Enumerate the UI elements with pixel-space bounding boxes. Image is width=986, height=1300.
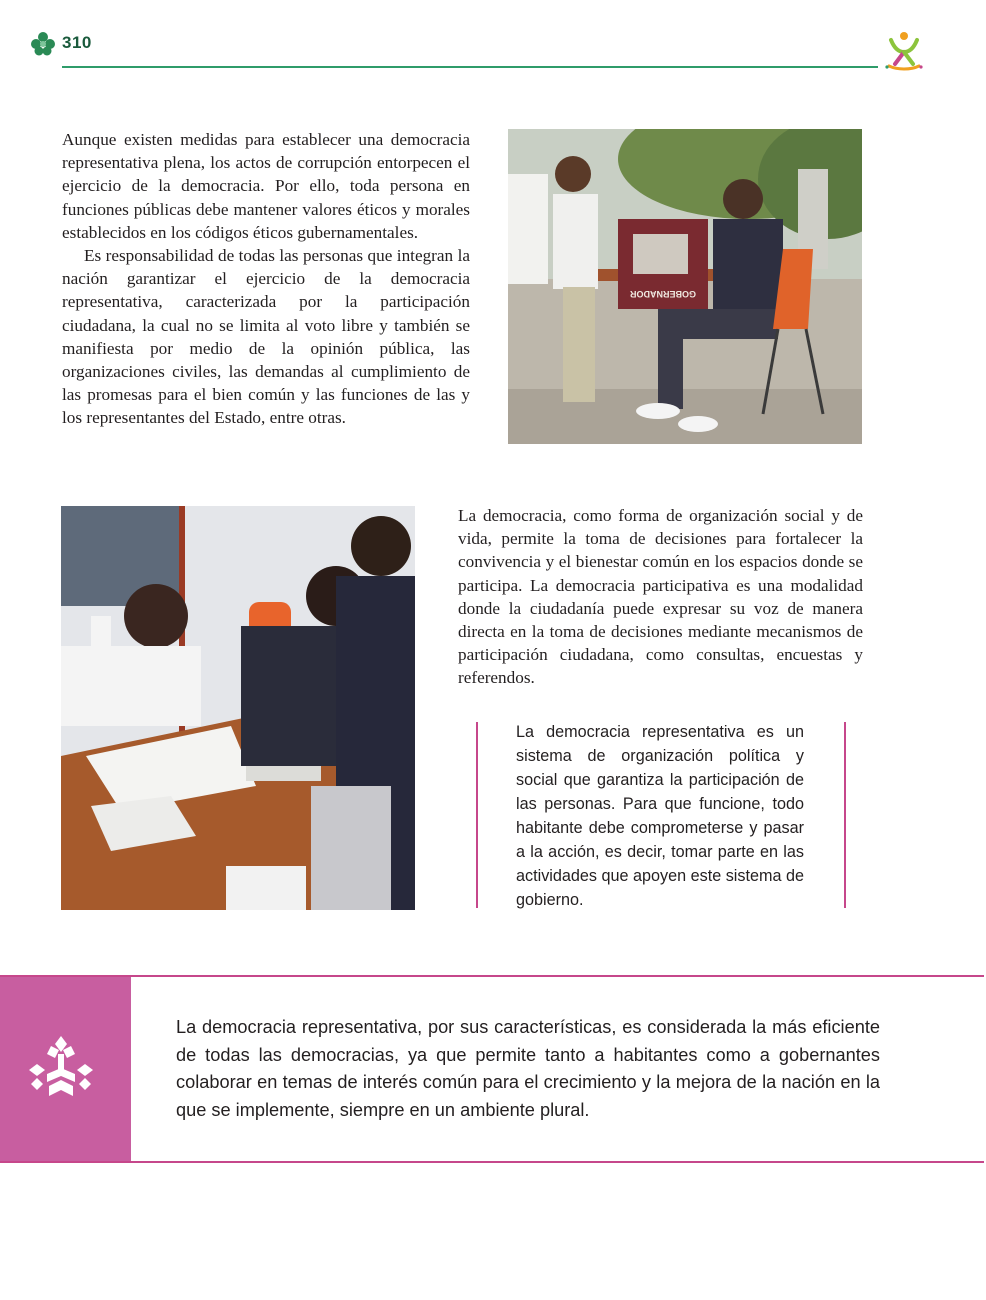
paragraph-participatory: La democracia, como forma de organización social y de vida, permite la toma de decisiones para fortalecer la convivencia y el bienestar común en los espacios donde se participa. La democracia participativa es una modalidad donde la ciudadanía puede expresar su voz de manera directa en la toma de decisiones mediante mecanismos de participación ciudadana, como consultas, encuestas y referendos. <box>458 506 863 688</box>
paragraph-corruption: Aunque existen medidas para establecer una democracia representativa plena, los actos de corrupción entorpecen el ejercicio de la democracia. Por ello, toda persona en funciones públicas debe mantener valores éticos y morales establecidos en los códigos éticos gubernamentales. <box>62 130 470 242</box>
definition-bar-left <box>476 722 478 908</box>
photo-ballot-box <box>508 129 862 444</box>
definition-box <box>476 720 846 910</box>
header-rule <box>62 66 878 68</box>
person-logo-icon <box>883 30 925 72</box>
participatory-text <box>458 504 863 690</box>
page-number: 310 <box>62 33 92 52</box>
definition-bar-right <box>844 722 846 908</box>
flower-icon <box>30 31 56 57</box>
ballot-box-label: GOBERNADOR <box>629 289 697 299</box>
embroidery-flower-icon <box>25 1034 97 1100</box>
photo-counting-ballots <box>61 506 415 910</box>
paragraph-responsibility: Es responsabilidad de todas las personas que integran la nación garantizar el ejercicio de la democracia representativa, caracterizada por la participación ciudadana, la cual no se limita al voto libre y también se manifiesta por medio de la opinión pública, las organizaciones civiles, las demandas al cumplimiento de las promesas para el bien común y las funciones de las y los representantes del Estado, entre otras. <box>62 246 470 428</box>
banner-bottom-rule <box>0 1161 984 1163</box>
intro-text <box>62 128 470 430</box>
banner-text: La democracia representativa, por sus características, es considerada la más eficiente de todas las democracias, ya que permite tanto a habitantes como a gobernantes colaborar en temas de interés común para el crecimiento y la mejora de la nación en la que se implemente, siempre en un ambiente plural. <box>176 1017 880 1120</box>
banner-top-rule <box>0 975 984 977</box>
definition-text: La democracia representativa es un sistema de organización política y social que garantiza la participación de las personas. Para que funcione, todo habitante debe comprometerse y pasar a la acción, es decir, tomar parte en las actividades que apoyen este sistema de gobierno. <box>516 723 804 909</box>
